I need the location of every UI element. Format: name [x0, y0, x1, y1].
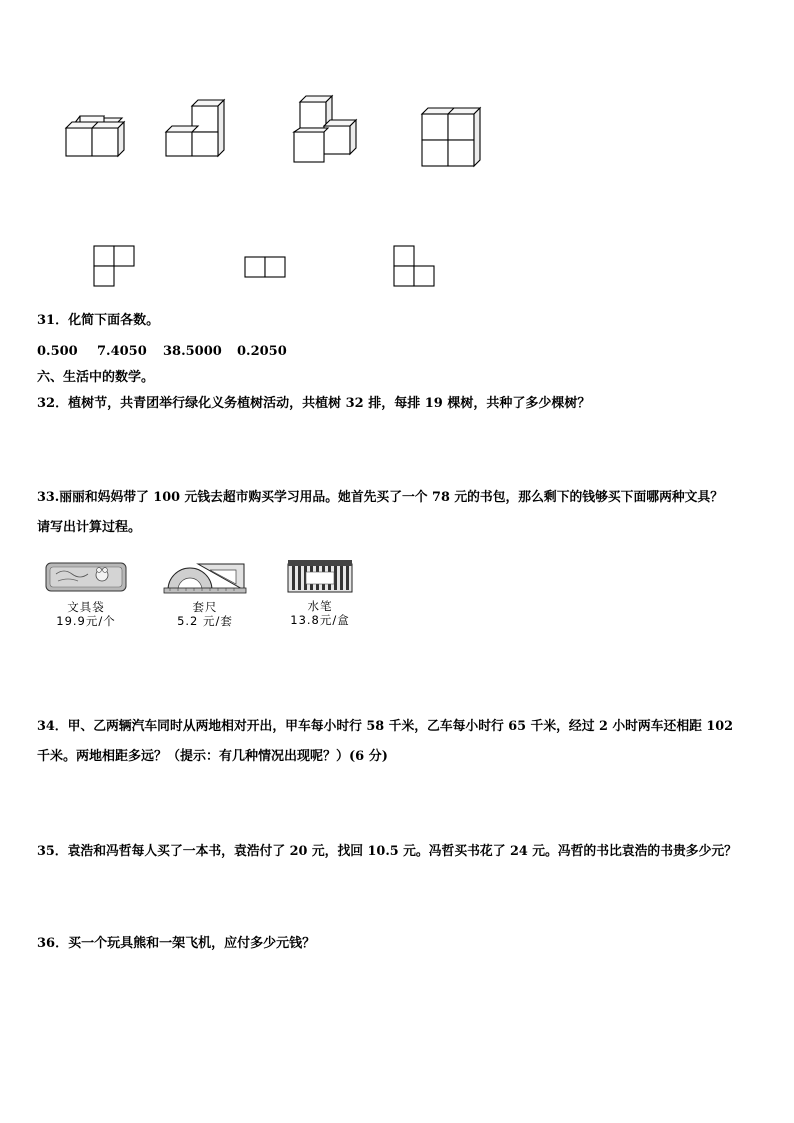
stationery-ruler-set: [160, 560, 255, 628]
view-shape-2: [244, 256, 288, 282]
pens-price: 13.8元/盒: [290, 613, 350, 627]
pens-name: 水笔: [307, 599, 333, 613]
view-shape-2-drawing: [244, 256, 288, 278]
cube-figure-2-drawing: [160, 96, 230, 160]
decimal-4: 0.2050: [237, 344, 287, 359]
cube-figure-2: [160, 96, 230, 164]
view-shape-3: [393, 245, 437, 293]
pens-box-picture: [286, 558, 354, 594]
question-36: 36．买一个玩具熊和一架飞机，应付多少元钱？: [37, 936, 316, 951]
ruler-set-name: 套尺: [192, 600, 218, 614]
cube-figure-1-drawing: [60, 110, 130, 160]
cube-figure-3: [288, 92, 364, 168]
decimal-list: [37, 344, 287, 360]
question-32: 32．植树节，共青团举行绿化义务植树活动，共植树 32 排，每排 19 棵树，共种了多少棵树？: [37, 396, 591, 411]
pencil-case-picture: [44, 560, 128, 594]
decimal-1: 0.500: [37, 344, 78, 359]
pencil-case-name: 文具袋: [67, 600, 105, 614]
decimal-3: 38.5000: [163, 344, 222, 359]
cube-figure-3-drawing: [288, 92, 364, 164]
question-31: 31．化简下面各数。: [37, 313, 160, 328]
ruler-set-price: 5.2 元/套: [177, 614, 233, 628]
question-33-line-2: 请写出计算过程。: [37, 520, 142, 535]
ruler-set-picture: [160, 560, 250, 594]
view-shape-1: [93, 245, 137, 293]
cube-figure-4-drawing: [418, 102, 488, 168]
question-35: 35．袁浩和冯哲每人买了一本书，袁浩付了 20 元，找回 10.5 元。冯哲买书花了 24 元。冯哲的书比袁浩的书贵多少元？: [37, 844, 737, 859]
decimal-2: 7.4050: [97, 344, 147, 359]
view-shape-1-drawing: [93, 245, 137, 289]
stationery-pencil-case: [44, 560, 136, 628]
question-34-line-1: 34．甲、乙两辆汽车同时从两地相对开出，甲车每小时行 58 千米，乙车每小时行 65 千米，经过 2 小时两车还相距 102: [37, 719, 734, 734]
cube-figure-1: [60, 110, 130, 164]
stationery-pens: [286, 558, 370, 627]
cube-figure-4: [418, 102, 488, 172]
question-34-line-2: 千米。两地相距多远？（提示：有几种情况出现呢？）(6 分): [37, 749, 388, 764]
question-33-line-1: 33.丽丽和妈妈带了 100 元钱去超市购买学习用品。她首先买了一个 78 元的书包，那么剩下的钱够买下面哪两种文具？: [37, 490, 724, 505]
view-shape-3-drawing: [393, 245, 437, 289]
pencil-case-price: 19.9元/个: [56, 614, 116, 628]
section-6-heading: 六、生活中的数学。: [37, 370, 155, 385]
